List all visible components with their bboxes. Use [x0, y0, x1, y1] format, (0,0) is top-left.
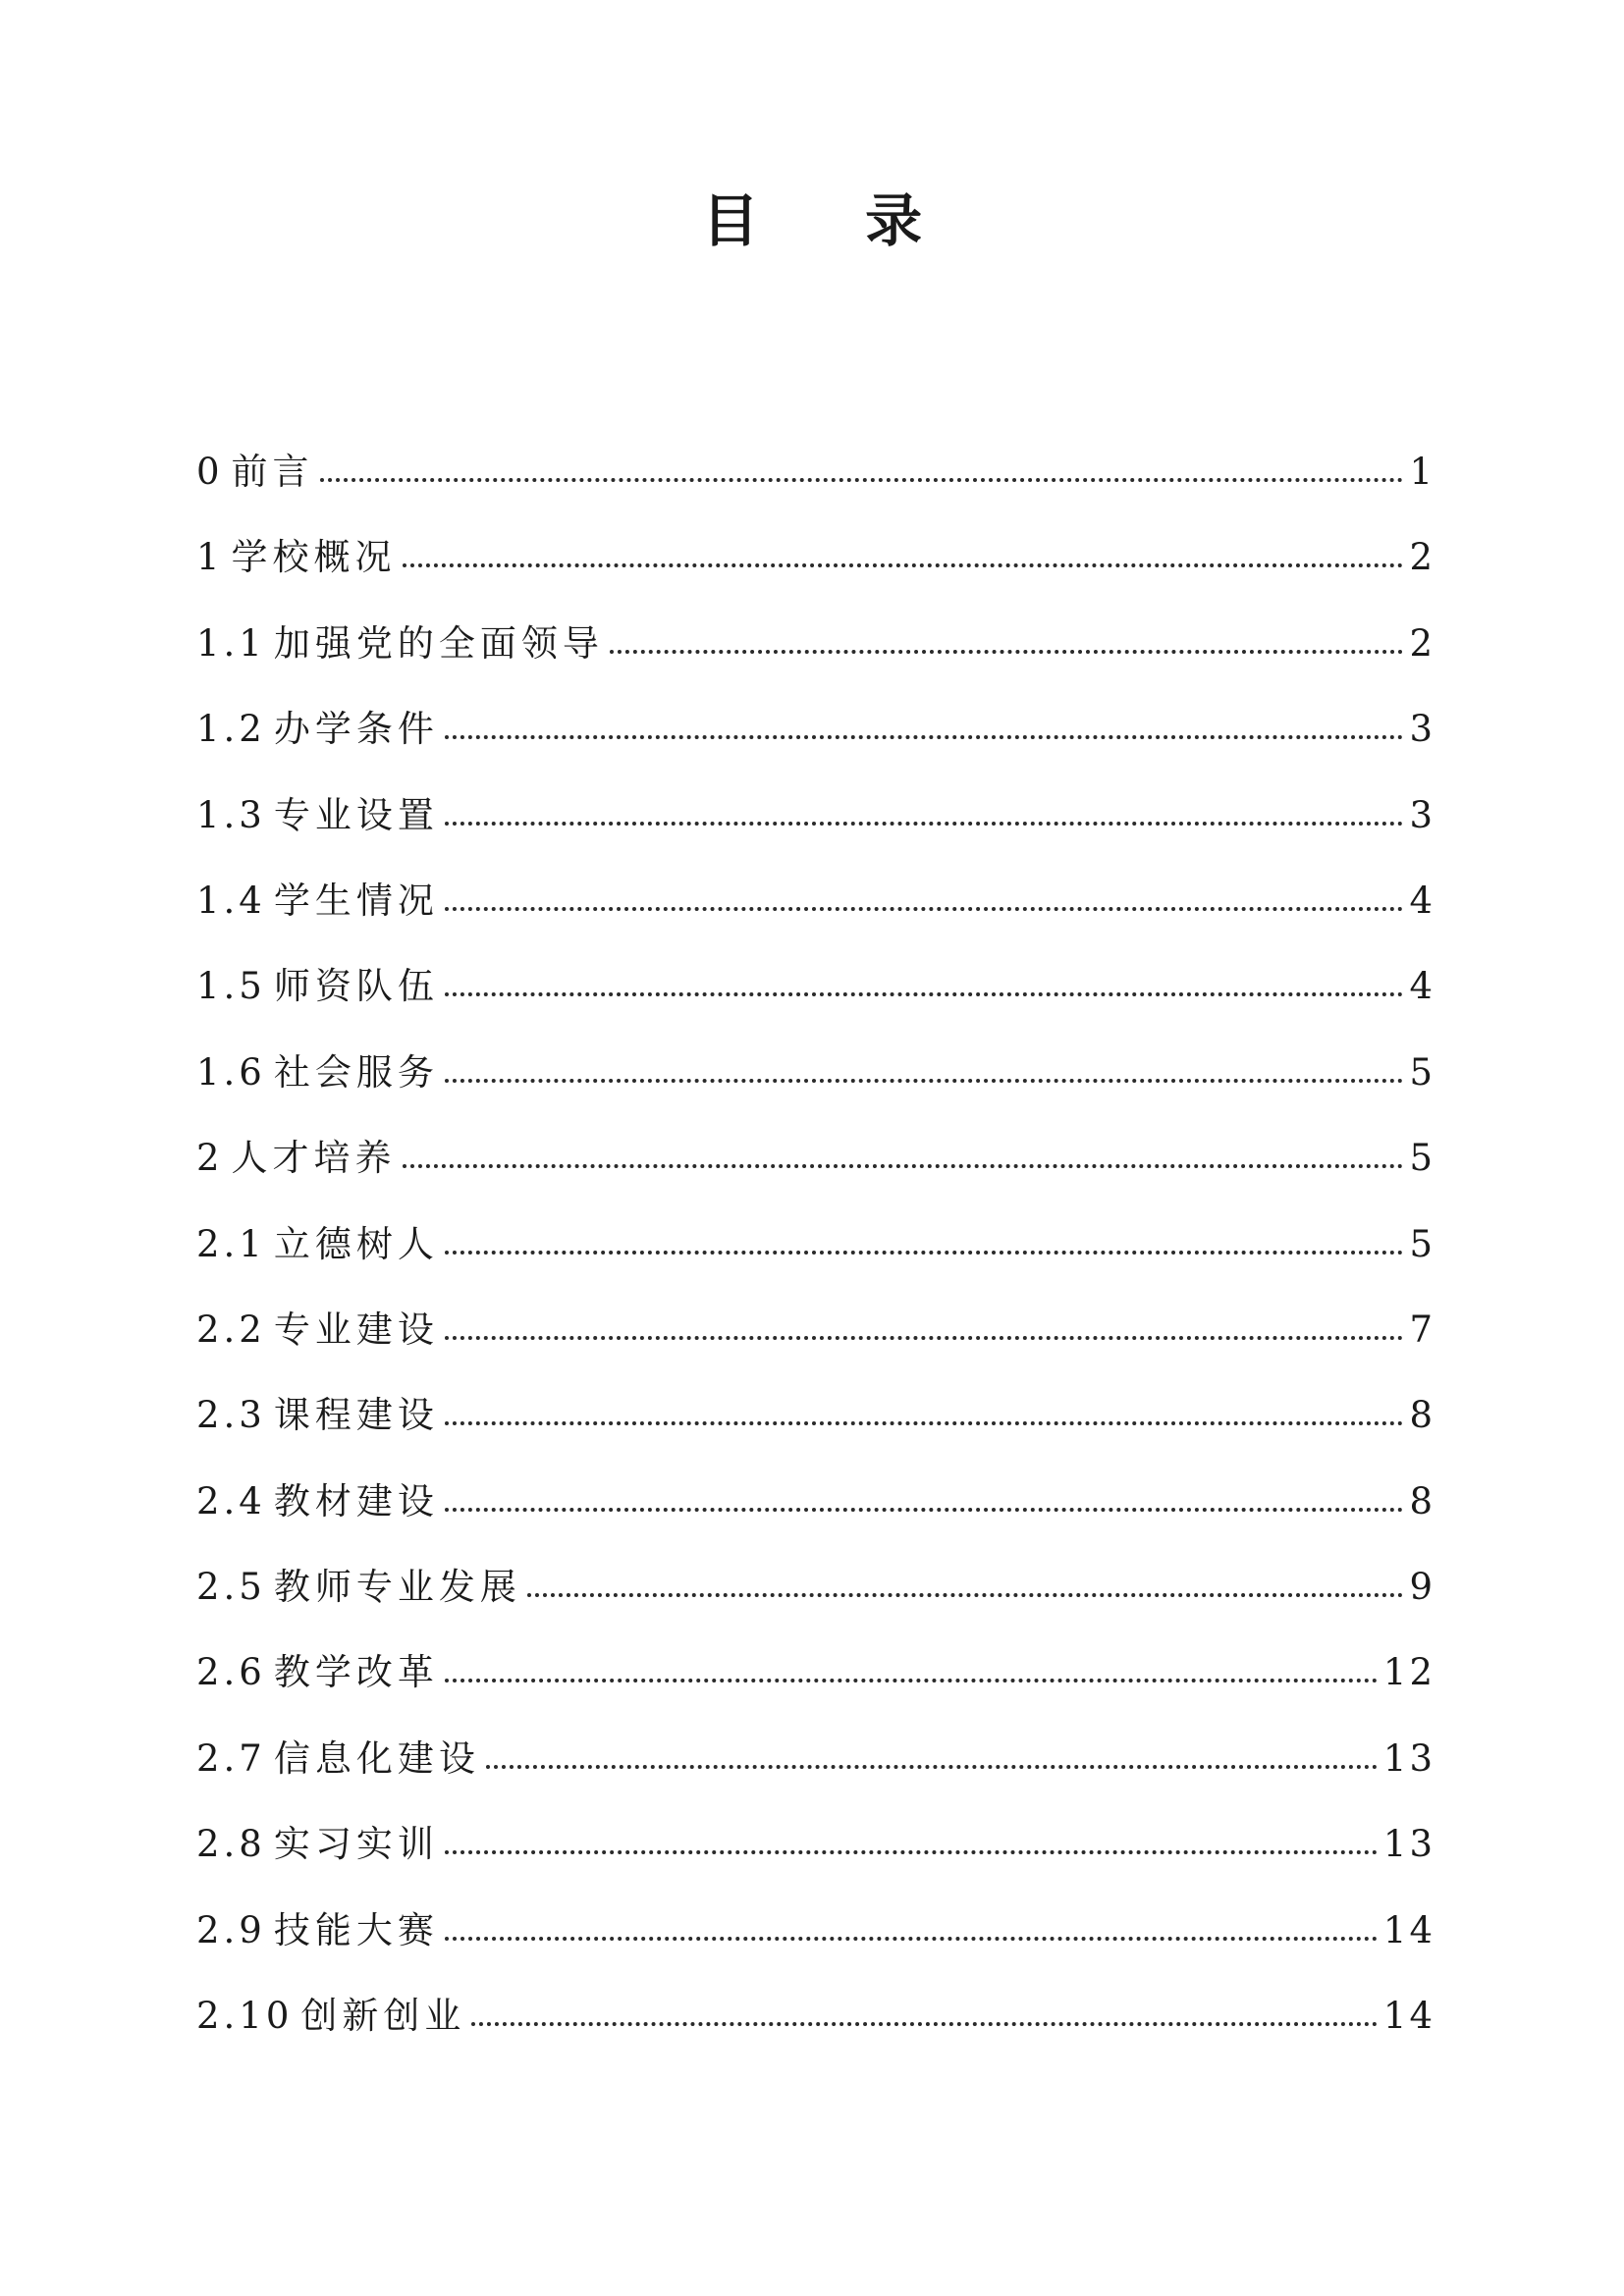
toc-entry-title: 创新创业: [300, 1995, 466, 2038]
toc-entry-title: 教学改革: [273, 1651, 439, 1694]
toc-entry-number: 2.3: [196, 1394, 266, 1437]
toc-dot-leader: [320, 478, 1404, 482]
toc-entry-number: 1.5: [196, 965, 266, 1008]
toc-entry-page: 9: [1409, 1566, 1435, 1609]
toc-entry-number: 1.6: [196, 1050, 266, 1094]
toc-entry-title: 专业设置: [273, 793, 439, 836]
toc-entry-page: 5: [1409, 1050, 1435, 1094]
toc-entry[interactable]: [196, 1995, 1435, 2083]
toc-entry-page: 3: [1409, 793, 1435, 836]
toc-entry-number: 2.1: [196, 1222, 266, 1265]
toc-dot-leader: [527, 1593, 1404, 1597]
toc-entry-page: 1: [1409, 451, 1435, 493]
toc-entry-title: 学生情况: [273, 879, 439, 922]
toc-entry-number: 2.7: [196, 1736, 266, 1780]
toc-entry-page: 14: [1382, 1908, 1435, 1951]
toc-entry-page: 2: [1409, 536, 1435, 579]
toc-entry-title: 实习实训: [273, 1823, 439, 1866]
toc-entry[interactable]: [196, 1050, 1435, 1140]
toc-entry[interactable]: [196, 1137, 1435, 1225]
toc-entry-page: 14: [1382, 1995, 1435, 2038]
toc-entry-title: 教师专业发展: [273, 1566, 521, 1609]
toc-dot-leader: [445, 1850, 1378, 1854]
toc-entry[interactable]: [196, 1908, 1435, 1998]
toc-entry-page: 2: [1409, 621, 1435, 665]
toc-entry-title: 技能大赛: [273, 1908, 439, 1951]
toc-entry-page: 13: [1382, 1736, 1435, 1780]
toc-entry[interactable]: [196, 1394, 1435, 1482]
toc-entry-title: 课程建设: [273, 1394, 439, 1437]
toc-dot-leader: [445, 1336, 1404, 1340]
toc-entry[interactable]: [196, 1222, 1435, 1311]
toc-entry-page: 5: [1409, 1222, 1435, 1265]
toc-entry-title: 师资队伍: [273, 965, 439, 1008]
toc-dot-leader: [445, 1251, 1404, 1255]
toc-dot-leader: [445, 1679, 1378, 1682]
toc-entry-number: 2.6: [196, 1651, 266, 1694]
toc-entry[interactable]: [196, 536, 1435, 624]
toc-entry[interactable]: [196, 793, 1435, 882]
toc-dot-leader: [445, 735, 1404, 739]
toc-entry-number: 2.5: [196, 1566, 266, 1609]
toc-entry-title: 教材建设: [273, 1479, 439, 1522]
toc-entry-title: 办学条件: [273, 708, 439, 751]
toc-entry-page: 7: [1409, 1308, 1435, 1351]
toc-entry[interactable]: [196, 621, 1435, 711]
toc-entry-page: 8: [1409, 1394, 1435, 1437]
toc-entry-page: 5: [1409, 1137, 1435, 1180]
toc-entry-number: 2: [196, 1137, 224, 1180]
toc-entry[interactable]: [196, 1823, 1435, 1911]
toc-entry[interactable]: [196, 708, 1435, 796]
toc-dot-leader: [445, 992, 1404, 996]
toc-entry[interactable]: [196, 1308, 1435, 1397]
toc-entry-page: 4: [1409, 965, 1435, 1008]
toc-entry-title: 社会服务: [273, 1050, 439, 1094]
toc-entry-title: 加强党的全面领导: [273, 621, 604, 665]
toc-entry-number: 2.4: [196, 1479, 266, 1522]
toc-dot-leader: [445, 1508, 1404, 1512]
toc-entry-page: 13: [1382, 1823, 1435, 1866]
toc-entry-page: 8: [1409, 1479, 1435, 1522]
toc-entry-number: 2.10: [196, 1995, 294, 2038]
toc-dot-leader: [403, 563, 1404, 567]
toc-entry[interactable]: [196, 1651, 1435, 1739]
page-title: 目 录: [701, 187, 966, 254]
toc-entry-number: 1: [196, 536, 224, 579]
toc-dot-leader: [610, 650, 1404, 654]
toc-entry[interactable]: [196, 965, 1435, 1053]
table-of-contents: [196, 451, 1435, 2083]
toc-entry-page: 3: [1409, 708, 1435, 751]
toc-entry-number: 0: [196, 451, 224, 493]
toc-dot-leader: [445, 907, 1404, 911]
toc-entry[interactable]: [196, 1566, 1435, 1654]
toc-entry-title: 前言: [231, 451, 314, 493]
toc-dot-leader: [471, 2022, 1378, 2026]
toc-entry[interactable]: [196, 1479, 1435, 1569]
toc-entry-page: 4: [1409, 879, 1435, 922]
toc-entry-title: 立德树人: [273, 1222, 439, 1265]
toc-dot-leader: [445, 1079, 1404, 1083]
toc-entry-page: 12: [1382, 1651, 1435, 1694]
toc-entry-title: 学校概况: [231, 536, 397, 579]
toc-entry-number: 2.2: [196, 1308, 266, 1351]
toc-entry[interactable]: [196, 1736, 1435, 1826]
toc-entry[interactable]: [196, 451, 1435, 539]
toc-entry-number: 2.9: [196, 1908, 266, 1951]
toc-entry-number: 1.3: [196, 793, 266, 836]
toc-entry-number: 2.8: [196, 1823, 266, 1866]
toc-dot-leader: [445, 1937, 1378, 1941]
toc-dot-leader: [403, 1164, 1404, 1168]
toc-entry-number: 1.1: [196, 621, 266, 665]
toc-dot-leader: [445, 1421, 1404, 1425]
toc-entry-title: 专业建设: [273, 1308, 439, 1351]
toc-entry-title: 人才培养: [231, 1137, 397, 1180]
toc-entry-number: 1.4: [196, 879, 266, 922]
toc-dot-leader: [445, 822, 1404, 826]
toc-dot-leader: [486, 1765, 1378, 1769]
toc-entry-title: 信息化建设: [273, 1736, 480, 1780]
toc-entry[interactable]: [196, 879, 1435, 968]
toc-entry-number: 1.2: [196, 708, 266, 751]
